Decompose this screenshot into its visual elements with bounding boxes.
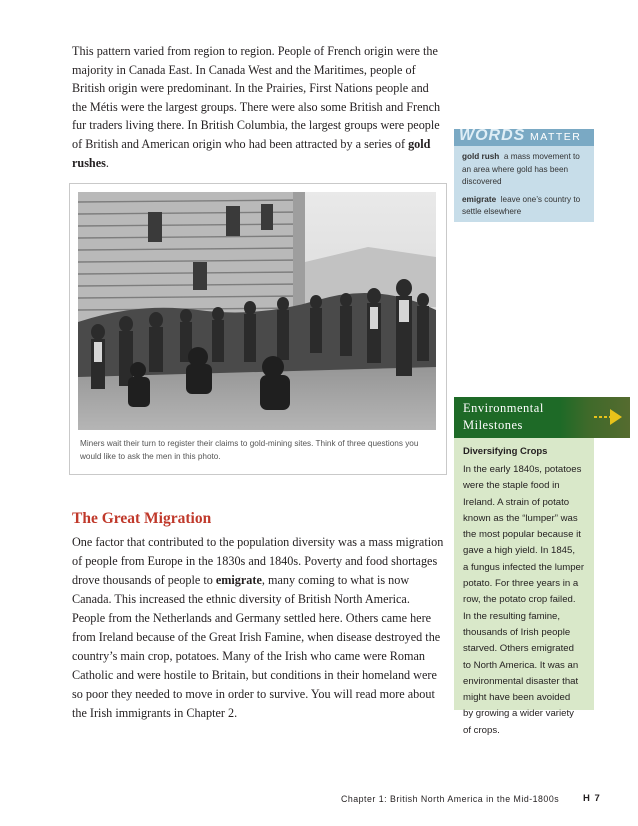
footer-page-number: H 7 xyxy=(583,793,601,804)
env-line: In the resulting famine, xyxy=(463,610,561,622)
photo-caption: Miners wait their turn to register their claims to gold-mining sites. Think of three questions you would like to ask the men in this photo. xyxy=(80,439,419,461)
env-line: a fungus infected the lumper xyxy=(463,561,585,573)
env-line: In the early 1840s, potatoes xyxy=(463,464,582,475)
words-matter-title: WORDS xyxy=(459,127,526,144)
env-line: environmental disaster that xyxy=(463,675,579,687)
intro-paragraph xyxy=(72,42,444,172)
env-line: Ireland. A strain of potato xyxy=(463,496,570,508)
intro-term: gold rushes xyxy=(72,136,431,170)
glossary-entry xyxy=(462,194,587,219)
intro-text: This pattern varied from region to region. People of French origin were the majority in Canada East. In Canada West and the Maritimes, people of British origin were predominant. In the Prairies, First Nations people and the Métis were the largest groups. There were also some British and French fur traders living there. In British Columbia, the largest groups were people of British and American origin who had been attracted by a series of xyxy=(72,44,441,151)
env-title-line: Environmental xyxy=(463,401,544,415)
env-subtitle: Diversifying Crops xyxy=(463,446,548,457)
env-line: starved. Others emigrated xyxy=(463,643,574,655)
words-matter-header xyxy=(454,129,594,146)
env-line: the most popular because it xyxy=(463,529,581,541)
env-line: were the staple food in xyxy=(463,480,560,492)
footer-chapter: Chapter 1: British North America in the Mid-1800s xyxy=(341,794,560,804)
body-text-end: , many coming to what is now Canada. This increased the ethnic diversity of British North America. People from the Netherlands and Germany settled here. Others came here from Ireland because of the Great Irish Famine, when disease destroyed the country’s main crop, potatoes. Many of the Irish who came were Roman Catholic and were hostile to Britain, but conditions in their homeland were so poor they needed to move in order to survive. You will read more about the Irish immigrants in Chapter 2. xyxy=(72,573,441,720)
env-milestones-header xyxy=(454,397,630,438)
miners-photo xyxy=(78,192,436,430)
glossary-entry xyxy=(462,151,587,189)
glossary-definition: a mass movement to an area where gold has been discovered xyxy=(462,152,580,186)
env-line: to North America. It was an xyxy=(463,659,579,671)
photo-frame xyxy=(69,183,447,475)
env-line: gave a high yield. In 1845, xyxy=(463,545,576,557)
words-matter-subtitle: MATTER xyxy=(530,131,582,143)
env-body xyxy=(463,462,591,739)
glossary-term: emigrate xyxy=(462,194,497,204)
env-line: row, the potato crop failed. xyxy=(463,594,576,606)
words-matter-body xyxy=(454,146,594,219)
arrow-right-icon xyxy=(592,406,624,428)
body-text: One factor that contributed to the population diversity was a mass migration of people from Europe in the 1830s and 1840s. Poverty and food shortages drove thousands of people to xyxy=(72,535,444,587)
env-milestones-box xyxy=(454,438,594,736)
env-line: potato. For three years in a xyxy=(463,578,579,590)
env-line: might have been avoided xyxy=(463,692,571,704)
env-line: thousands of Irish people xyxy=(463,626,571,638)
env-milestones-title xyxy=(463,400,544,434)
section-body xyxy=(72,533,444,723)
body-term: emigrate xyxy=(215,573,262,587)
env-line: known as the “lumper” was xyxy=(463,512,578,524)
env-line: by growing a wider variety xyxy=(463,708,574,720)
intro-text-end: . xyxy=(105,155,109,170)
words-matter-box xyxy=(454,129,594,222)
env-title-line: Milestones xyxy=(463,418,523,432)
env-line: of crops. xyxy=(463,724,500,736)
section-heading: The Great Migration xyxy=(72,510,212,527)
glossary-definition: leave one’s country to settle elsewhere xyxy=(462,194,581,216)
glossary-term: gold rush xyxy=(462,152,500,161)
